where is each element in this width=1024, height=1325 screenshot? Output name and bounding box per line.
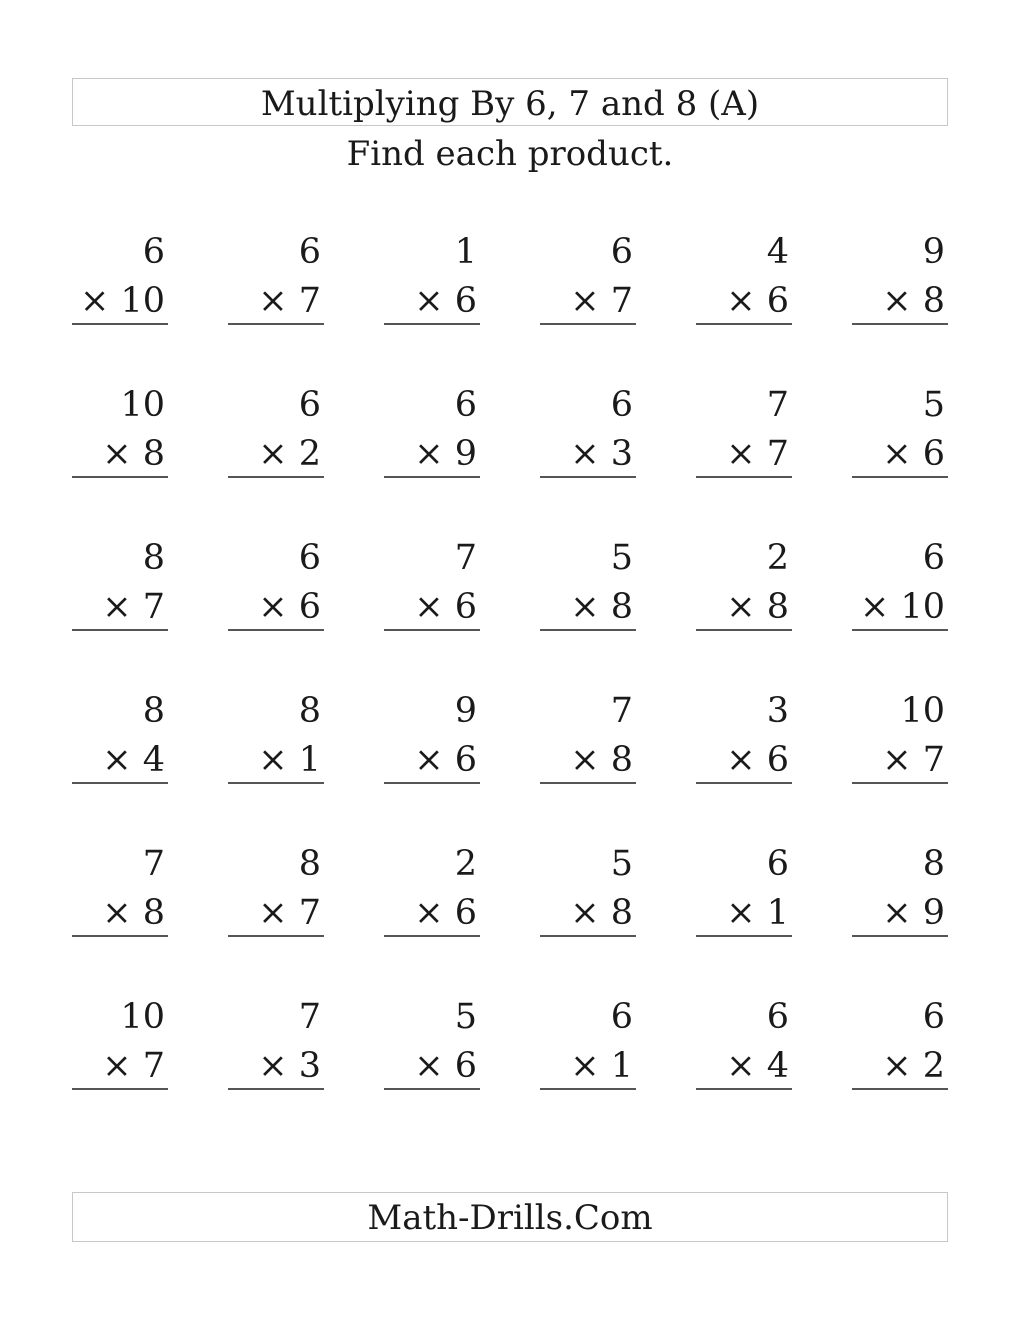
multiplier: × 9 bbox=[882, 893, 945, 933]
answer-line bbox=[384, 629, 480, 631]
multiplicand: 6 bbox=[298, 538, 321, 578]
problem bbox=[384, 379, 480, 479]
multiplicand: 6 bbox=[766, 997, 789, 1037]
multiplicand: 9 bbox=[454, 691, 477, 731]
multiplier: × 6 bbox=[414, 1046, 477, 1086]
problem bbox=[540, 838, 636, 938]
problem bbox=[228, 379, 324, 479]
problem bbox=[540, 226, 636, 326]
multiplier: × 4 bbox=[102, 740, 165, 780]
problem bbox=[852, 226, 948, 326]
answer-line bbox=[540, 476, 636, 478]
multiplicand: 7 bbox=[298, 997, 321, 1037]
answer-line bbox=[228, 323, 324, 325]
problem bbox=[852, 991, 948, 1091]
answer-line bbox=[540, 1088, 636, 1090]
answer-line bbox=[72, 323, 168, 325]
multiplicand: 10 bbox=[120, 997, 165, 1037]
answer-line bbox=[228, 476, 324, 478]
problem-row bbox=[72, 991, 948, 1144]
problem bbox=[852, 685, 948, 785]
answer-line bbox=[228, 782, 324, 784]
multiplier: × 8 bbox=[882, 281, 945, 321]
multiplier: × 8 bbox=[102, 893, 165, 933]
multiplier: × 10 bbox=[80, 281, 165, 321]
answer-line bbox=[540, 629, 636, 631]
multiplicand: 5 bbox=[610, 844, 633, 884]
multiplier: × 1 bbox=[726, 893, 789, 933]
multiplicand: 8 bbox=[922, 844, 945, 884]
multiplier: × 6 bbox=[882, 434, 945, 474]
multiplicand: 6 bbox=[454, 385, 477, 425]
problem bbox=[696, 379, 792, 479]
multiplier: × 10 bbox=[860, 587, 945, 627]
multiplicand: 10 bbox=[120, 385, 165, 425]
multiplier: × 3 bbox=[570, 434, 633, 474]
problem bbox=[384, 532, 480, 632]
footer-site-name: Math-Drills.Com bbox=[367, 1198, 653, 1238]
answer-line bbox=[852, 629, 948, 631]
multiplicand: 6 bbox=[610, 385, 633, 425]
problem bbox=[696, 226, 792, 326]
multiplier: × 8 bbox=[570, 587, 633, 627]
answer-line bbox=[228, 1088, 324, 1090]
multiplier: × 7 bbox=[102, 1046, 165, 1086]
answer-line bbox=[384, 935, 480, 937]
problem-row bbox=[72, 226, 948, 379]
multiplicand: 10 bbox=[900, 691, 945, 731]
answer-line bbox=[696, 476, 792, 478]
answer-line bbox=[540, 782, 636, 784]
problem bbox=[852, 532, 948, 632]
answer-line bbox=[72, 629, 168, 631]
problem-row bbox=[72, 838, 948, 991]
problem-grid bbox=[72, 226, 948, 1144]
worksheet-instructions: Find each product. bbox=[346, 134, 674, 174]
multiplier: × 4 bbox=[726, 1046, 789, 1086]
answer-line bbox=[72, 782, 168, 784]
problem bbox=[384, 991, 480, 1091]
answer-line bbox=[696, 935, 792, 937]
multiplicand: 7 bbox=[766, 385, 789, 425]
multiplier: × 6 bbox=[414, 587, 477, 627]
problem bbox=[696, 532, 792, 632]
answer-line bbox=[852, 1088, 948, 1090]
problem bbox=[852, 838, 948, 938]
answer-line bbox=[384, 782, 480, 784]
multiplicand: 7 bbox=[142, 844, 165, 884]
multiplicand: 2 bbox=[454, 844, 477, 884]
multiplier: × 1 bbox=[258, 740, 321, 780]
answer-line bbox=[72, 935, 168, 937]
multiplier: × 6 bbox=[726, 740, 789, 780]
problem bbox=[72, 991, 168, 1091]
multiplicand: 6 bbox=[298, 385, 321, 425]
multiplicand: 8 bbox=[298, 691, 321, 731]
problem bbox=[384, 685, 480, 785]
multiplicand: 2 bbox=[766, 538, 789, 578]
multiplier: × 9 bbox=[414, 434, 477, 474]
multiplier: × 1 bbox=[570, 1046, 633, 1086]
multiplier: × 7 bbox=[570, 281, 633, 321]
problem bbox=[72, 685, 168, 785]
answer-line bbox=[228, 935, 324, 937]
multiplier: × 2 bbox=[258, 434, 321, 474]
multiplicand: 6 bbox=[766, 844, 789, 884]
problem bbox=[384, 838, 480, 938]
multiplier: × 7 bbox=[882, 740, 945, 780]
problem bbox=[228, 226, 324, 326]
problem bbox=[72, 379, 168, 479]
multiplicand: 6 bbox=[922, 997, 945, 1037]
problem bbox=[228, 685, 324, 785]
answer-line bbox=[72, 476, 168, 478]
problem bbox=[384, 226, 480, 326]
answer-line bbox=[852, 935, 948, 937]
worksheet-title: Multiplying By 6, 7 and 8 (A) bbox=[260, 84, 760, 124]
multiplicand: 7 bbox=[610, 691, 633, 731]
multiplier: × 6 bbox=[258, 587, 321, 627]
multiplicand: 5 bbox=[610, 538, 633, 578]
multiplicand: 8 bbox=[142, 538, 165, 578]
multiplier: × 6 bbox=[414, 893, 477, 933]
answer-line bbox=[384, 323, 480, 325]
multiplicand: 6 bbox=[298, 232, 321, 272]
multiplier: × 7 bbox=[726, 434, 789, 474]
problem-row bbox=[72, 532, 948, 685]
problem bbox=[72, 838, 168, 938]
answer-line bbox=[696, 629, 792, 631]
problem bbox=[72, 226, 168, 326]
multiplicand: 9 bbox=[922, 232, 945, 272]
multiplier: × 8 bbox=[102, 434, 165, 474]
multiplier: × 3 bbox=[258, 1046, 321, 1086]
problem bbox=[72, 532, 168, 632]
problem bbox=[540, 991, 636, 1091]
multiplier: × 6 bbox=[414, 740, 477, 780]
problem bbox=[228, 991, 324, 1091]
multiplicand: 5 bbox=[454, 997, 477, 1037]
multiplicand: 8 bbox=[142, 691, 165, 731]
problem bbox=[696, 685, 792, 785]
problem bbox=[696, 838, 792, 938]
answer-line bbox=[384, 1088, 480, 1090]
answer-line bbox=[852, 323, 948, 325]
answer-line bbox=[540, 935, 636, 937]
problem bbox=[228, 838, 324, 938]
multiplier: × 7 bbox=[258, 281, 321, 321]
multiplier: × 7 bbox=[258, 893, 321, 933]
answer-line bbox=[696, 782, 792, 784]
multiplicand: 4 bbox=[766, 232, 789, 272]
problem bbox=[540, 379, 636, 479]
multiplier: × 7 bbox=[102, 587, 165, 627]
problem-row bbox=[72, 685, 948, 838]
answer-line bbox=[72, 1088, 168, 1090]
multiplier: × 8 bbox=[726, 587, 789, 627]
multiplicand: 8 bbox=[298, 844, 321, 884]
problem bbox=[540, 532, 636, 632]
multiplicand: 3 bbox=[766, 691, 789, 731]
multiplicand: 5 bbox=[922, 385, 945, 425]
multiplicand: 6 bbox=[610, 232, 633, 272]
problem bbox=[540, 685, 636, 785]
problem bbox=[228, 532, 324, 632]
answer-line bbox=[384, 476, 480, 478]
answer-line bbox=[852, 476, 948, 478]
multiplicand: 6 bbox=[610, 997, 633, 1037]
problem bbox=[696, 991, 792, 1091]
multiplicand: 6 bbox=[922, 538, 945, 578]
multiplier: × 2 bbox=[882, 1046, 945, 1086]
problem bbox=[852, 379, 948, 479]
multiplicand: 6 bbox=[142, 232, 165, 272]
answer-line bbox=[696, 1088, 792, 1090]
multiplicand: 1 bbox=[454, 232, 477, 272]
multiplier: × 8 bbox=[570, 740, 633, 780]
answer-line bbox=[696, 323, 792, 325]
answer-line bbox=[540, 323, 636, 325]
multiplier: × 6 bbox=[414, 281, 477, 321]
multiplier: × 8 bbox=[570, 893, 633, 933]
answer-line bbox=[228, 629, 324, 631]
multiplier: × 6 bbox=[726, 281, 789, 321]
answer-line bbox=[852, 782, 948, 784]
problem-row bbox=[72, 379, 948, 532]
multiplicand: 7 bbox=[454, 538, 477, 578]
